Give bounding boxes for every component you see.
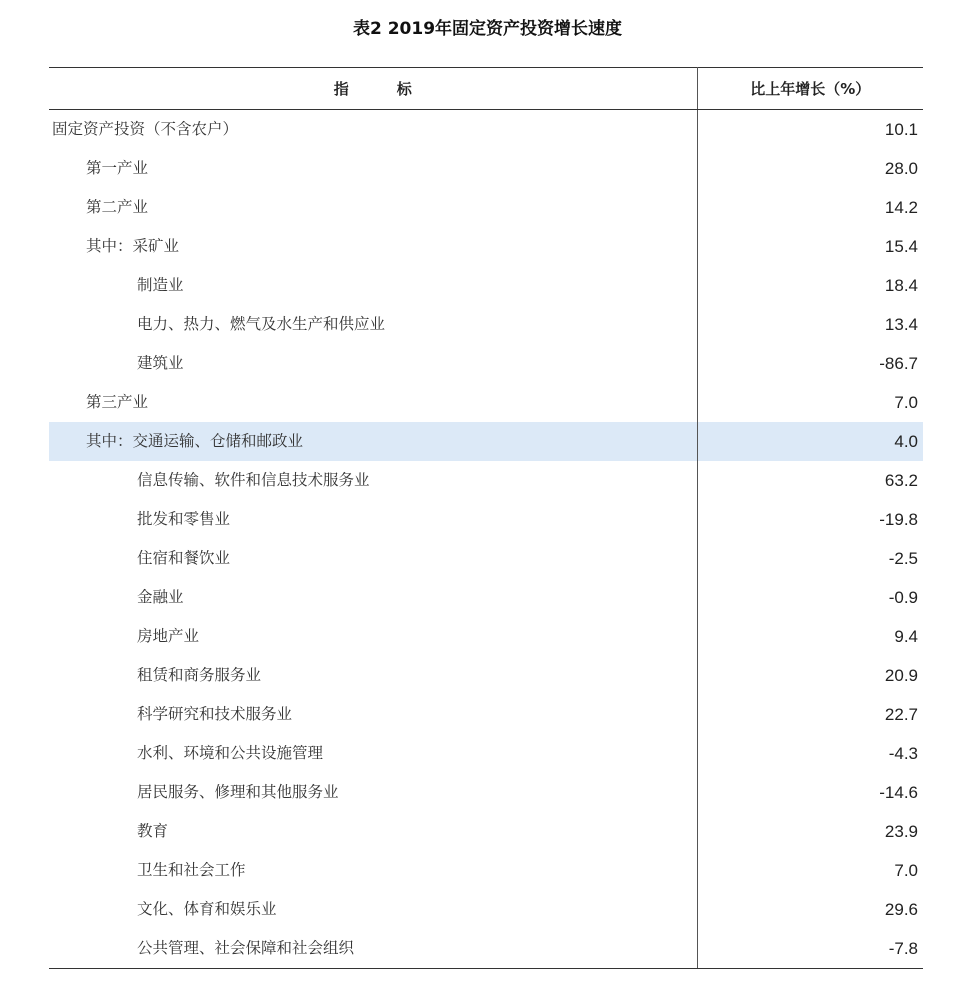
row-growth-value: 15.4 bbox=[884, 237, 918, 256]
row-growth-value: 29.6 bbox=[884, 900, 918, 919]
row-indicator-name: 第一产业 bbox=[49, 149, 697, 188]
row-indicator-name: 水利、环境和公共设施管理 bbox=[49, 734, 697, 773]
row-growth-value: 7.0 bbox=[894, 861, 918, 880]
table-row bbox=[49, 461, 923, 500]
row-indicator-name: 卫生和社会工作 bbox=[49, 851, 697, 890]
row-growth-value: -14.6 bbox=[879, 783, 918, 802]
row-growth-value: -7.8 bbox=[697, 929, 923, 969]
row-indicator-name: 固定资产投资（不含农户） bbox=[49, 110, 697, 150]
table-header-row bbox=[49, 68, 923, 110]
header-growth: 比上年增长（%） bbox=[697, 68, 923, 110]
table-row bbox=[49, 227, 923, 266]
row-growth-value: 7.0 bbox=[894, 393, 918, 412]
row-growth-value: -2.5 bbox=[888, 549, 918, 568]
row-growth-value: -19.8 bbox=[879, 510, 918, 529]
row-indicator-name: 第三产业 bbox=[49, 383, 697, 422]
row-growth-value: 4.0 bbox=[697, 422, 923, 461]
row-growth-value: 10.1 bbox=[884, 120, 918, 139]
row-indicator-name: 制造业 bbox=[49, 266, 697, 305]
row-indicator-name: 第二产业 bbox=[49, 188, 697, 227]
row-indicator-name: 公共管理、社会保障和社会组织 bbox=[49, 929, 697, 969]
row-indicator-name: 房地产业 bbox=[49, 617, 697, 656]
row-indicator-name: 其中：采矿业 bbox=[49, 227, 697, 266]
table-row bbox=[49, 383, 923, 422]
row-growth-value: -0.9 bbox=[888, 588, 918, 607]
table-row bbox=[49, 305, 923, 344]
row-indicator-name: 文化、体育和娱乐业 bbox=[49, 890, 697, 929]
table-row bbox=[49, 578, 923, 617]
row-indicator-name: 居民服务、修理和其他服务业 bbox=[49, 773, 697, 812]
table-row bbox=[49, 149, 923, 188]
header-indicator-label: 指标 bbox=[333, 80, 460, 98]
table-row bbox=[49, 266, 923, 305]
table-row bbox=[49, 734, 923, 773]
row-growth-value: 22.7 bbox=[884, 705, 918, 724]
investment-growth-table bbox=[49, 67, 923, 969]
row-indicator-name: 批发和零售业 bbox=[49, 500, 697, 539]
row-indicator-name: 租赁和商务服务业 bbox=[49, 656, 697, 695]
table-row bbox=[49, 422, 923, 461]
row-indicator-name: 其中：交通运输、仓储和邮政业 bbox=[49, 422, 697, 461]
table-body bbox=[49, 110, 923, 969]
row-indicator-name: 金融业 bbox=[49, 578, 697, 617]
row-growth-value: 63.2 bbox=[884, 471, 918, 490]
row-indicator-name: 教育 bbox=[49, 812, 697, 851]
table-row bbox=[49, 929, 923, 969]
row-indicator-name: 信息传输、软件和信息技术服务业 bbox=[49, 461, 697, 500]
row-growth-value: 20.9 bbox=[884, 666, 918, 685]
table-row bbox=[49, 695, 923, 734]
table-row bbox=[49, 110, 923, 150]
table-row bbox=[49, 344, 923, 383]
row-indicator-name: 住宿和餐饮业 bbox=[49, 539, 697, 578]
table-row bbox=[49, 539, 923, 578]
row-growth-value: 14.2 bbox=[884, 198, 918, 217]
row-growth-value: 18.4 bbox=[884, 276, 918, 295]
table-row bbox=[49, 851, 923, 890]
row-indicator-name: 电力、热力、燃气及水生产和供应业 bbox=[49, 305, 697, 344]
table-row bbox=[49, 617, 923, 656]
row-indicator-name: 科学研究和技术服务业 bbox=[49, 695, 697, 734]
row-growth-value: 23.9 bbox=[884, 822, 918, 841]
data-table-container bbox=[49, 67, 923, 969]
table-row bbox=[49, 773, 923, 812]
row-growth-value: -4.3 bbox=[888, 744, 918, 763]
row-growth-value: 13.4 bbox=[884, 315, 918, 334]
row-growth-value: 9.4 bbox=[894, 627, 918, 646]
table-row bbox=[49, 500, 923, 539]
row-growth-value: 28.0 bbox=[884, 159, 918, 178]
table-row bbox=[49, 656, 923, 695]
table-row bbox=[49, 890, 923, 929]
table-row bbox=[49, 812, 923, 851]
header-indicator bbox=[49, 68, 697, 110]
table-row bbox=[49, 188, 923, 227]
row-growth-value: -86.7 bbox=[879, 354, 918, 373]
page-title: 表2 2019年固定资产投资增长速度 bbox=[352, 19, 623, 39]
row-indicator-name: 建筑业 bbox=[49, 344, 697, 383]
